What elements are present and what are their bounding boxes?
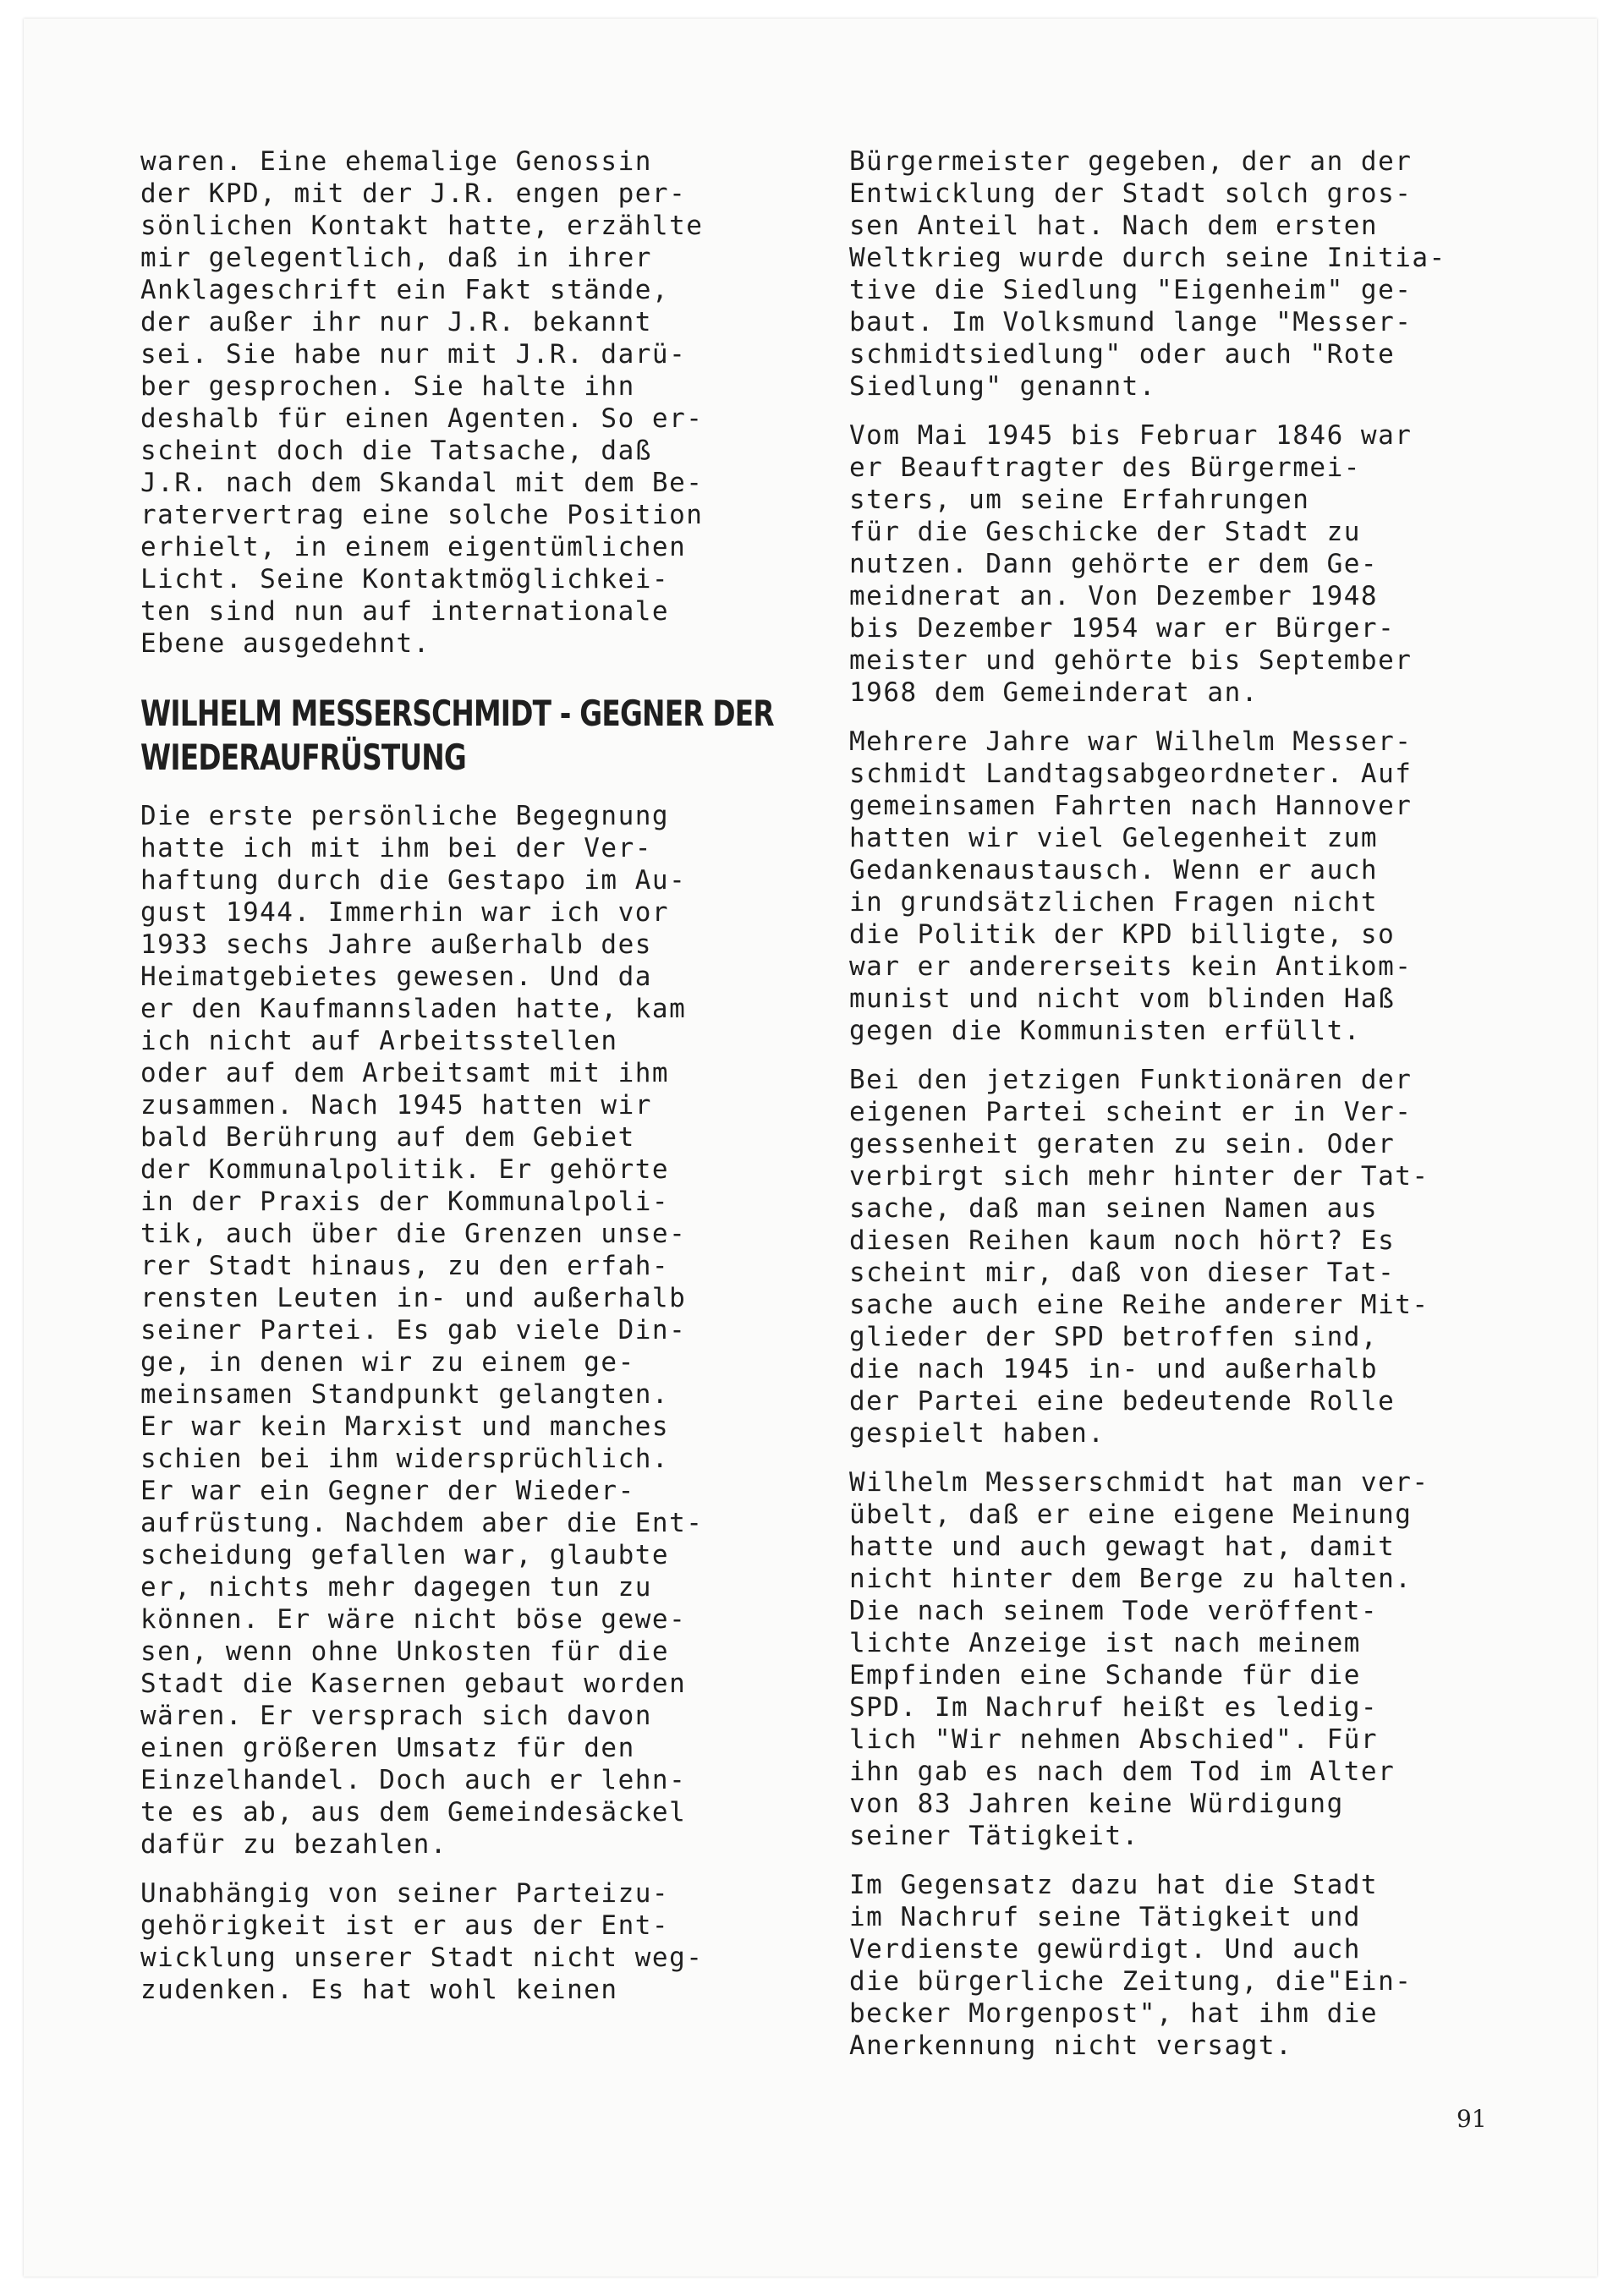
- left-column: [140, 145, 817, 2023]
- paragraph: Die erste persönliche Begegnung hatte ich mit ihm bei der Ver- haftung durch die Gestapo im Au- gust 1944. Immerhin war ich vor 1933 sechs Jahre außerhalb des Heimatgebietes gewesen. Und da er den Kaufmannsladen hatte, kam ich nicht auf Arbeitsstellen oder auf dem Arbeitsamt mit ihm zusammen. Nach 1945 hatten wir bald Berührung auf dem Gebiet der Kommunalpolitik. Er gehörte in der Praxis der Kommunalpoli- tik, auch über die Grenzen unse- rer Stadt hinaus, zu den erfah- rensten Leuten in- und außerhalb seiner Partei. Es gab viele Din- ge, in denen wir zu einem ge- meinsamen Standpunkt gelangten. Er war kein Marxist und manches schien bei ihm widersprüchlich. Er war ein Gegner der Wieder- aufrüstung. Nachdem aber die Ent- scheidung gefallen war, glaubte er, nichts mehr dagegen tun zu können. Er wäre nicht böse gewe- sen, wenn ohne Unkosten für die Stadt die Kasernen gebaut worden wären. Er versprach sich davon einen größeren Umsatz für den Einzelhandel. Doch auch er lehn- te es ab, aus dem Gemeindesäckel dafür zu bezahlen.: [140, 801, 704, 1860]
- paragraph: Vom Mai 1945 bis Februar 1846 war er Beauftragter des Bürgermei- sters, um seine Erfahrungen für die Geschicke der Stadt zu nutzen. Dann gehörte er dem Ge- meidnerat an. Von Dezember 1948 bis Dezember 1954 war er Bürger- meister und gehörte bis September 1968 dem Gemeinderat an.: [849, 420, 1413, 708]
- paragraph: Im Gegensatz dazu hat die Stadt im Nachruf seine Tätigkeit und Verdienste gewürdigt. Und auch die bürgerliche Zeitung, die"Ein- becker Morgenpost", hat ihm die Anerkennung nicht versagt.: [849, 1870, 1413, 2061]
- paragraph: waren. Eine ehemalige Genossin der KPD, mit der J.R. engen per- sönlichen Kontakt hatte, erzählte mir gelegentlich, daß in ihrer Anklageschrift ein Fakt stände, der außer ihr nur J.R. bekannt sei. Sie habe nur mit J.R. darü- ber gesprochen. Sie halte ihn deshalb für einen Agenten. So er- scheint doch die Tatsache, daß J.R. nach dem Skandal mit dem Be- ratervertrag eine solche Position erhielt, in einem eigentümlichen Licht. Seine Kontaktmöglichkei- ten sind nun auf internationale Ebene ausgedehnt.: [140, 146, 704, 659]
- paragraph: Bürgermeister gegeben, der an der Entwicklung der Stadt solch gros- sen Anteil hat. Nach dem ersten Weltkrieg wurde durch seine Initia- tive die Siedlung "Eigenheim" ge- baut. Im Volksmund lange "Messer- schmidtsiedlung" oder auch "Rote Siedlung" genannt.: [849, 146, 1446, 402]
- page-number: 91: [1457, 2105, 1487, 2133]
- paragraph: Mehrere Jahre war Wilhelm Messer- schmidt Landtagsabgeordneter. Auf gemeinsamen Fahrten nach Hannover hatten wir viel Gelegenheit zum Gedankenaustausch. Wenn er auch in grundsätzlichen Fragen nicht die Politik der KPD billigte, so war er andererseits kein Antikom- munist und nicht vom blinden Haß gegen die Kommunisten erfüllt.: [849, 726, 1413, 1046]
- document-page: [24, 19, 1597, 2277]
- paragraph: Unabhängig von seiner Parteizu- gehörigkeit ist er aus der Ent- wicklung unserer Stadt nicht weg- zudenken. Es hat wohl keinen: [140, 1878, 704, 2005]
- paragraph: Wilhelm Messerschmidt hat man ver- übelt, daß er eine eigene Meinung hatte und auch gewagt hat, damit nicht hinter dem Berge zu halten. Die nach seinem Tode veröffent- lichte Anzeige ist nach meinem Empfinden eine Schande für die SPD. Im Nachruf heißt es ledig- lich "Wir nehmen Abschied". Für ihn gab es nach dem Tod im Alter von 83 Jahren keine Würdigung seiner Tätigkeit.: [849, 1467, 1429, 1851]
- right-column: [849, 145, 1526, 2079]
- paragraph: Bei den jetzigen Funktionären der eigenen Partei scheint er in Ver- gessenheit geraten zu sein. Oder verbirgt sich mehr hinter der Tat- sache, daß man seinen Namen aus diesen Reihen kaum noch hört? Es scheint mir, daß von dieser Tat- sache auch eine Reihe anderer Mit- glieder der SPD betroffen sind, die nach 1945 in- und außerhalb der Partei eine bedeutende Rolle gespielt haben.: [849, 1065, 1429, 1449]
- section-heading: WILHELM MESSERSCHMIDT - GEGNER DER WIEDERAUFRÜSTUNG: [140, 693, 774, 778]
